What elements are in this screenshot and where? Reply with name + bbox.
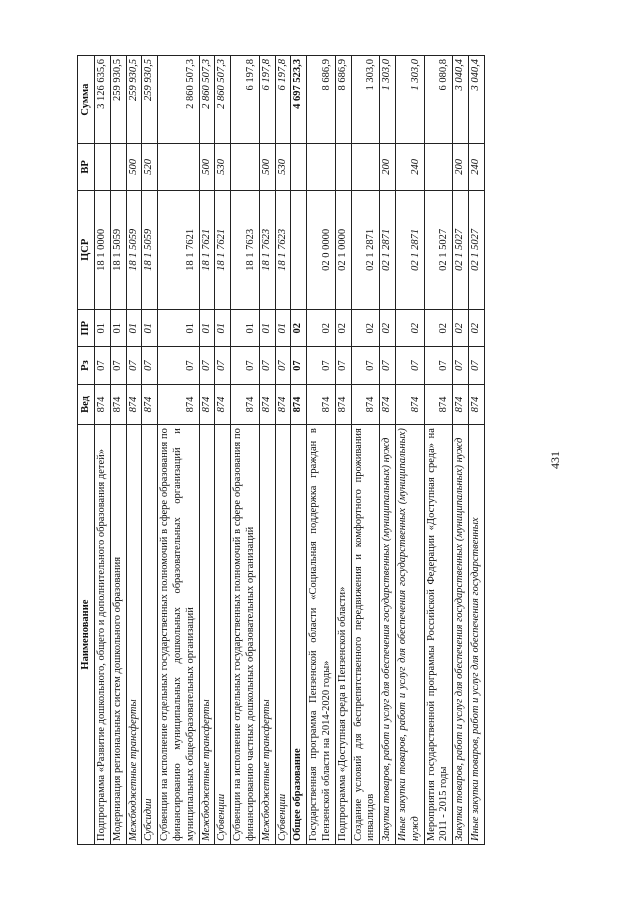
table-cell-name: Субвенции на исполнение отдельных государственных полномочий в сфере образования по финансированию частных дошкольных образовательных организаций <box>231 425 260 845</box>
table-row <box>199 56 215 845</box>
table-cell-pr: 02 <box>453 310 469 347</box>
table-cell-name: Межбюджетные трансферты <box>126 425 142 845</box>
table-cell-name: Создание условий для беспрепятственного передвижения и комфортного проживания инвалидов <box>351 425 380 845</box>
table-cell-pr: 01 <box>199 310 215 347</box>
table-cell-pr: 01 <box>110 310 126 347</box>
table-header-row <box>78 56 95 845</box>
header-name: Наименование <box>78 425 95 845</box>
table-cell-ved: 874 <box>453 384 469 424</box>
table-cell-vr: 500 <box>126 144 142 190</box>
table-cell-name: Модернизация региональных систем дошкольного образования <box>110 425 126 845</box>
table-cell-sum: 6 080,8 <box>424 56 453 144</box>
table-cell-name: Субвенции <box>215 425 231 845</box>
table-cell-sum: 3 040,4 <box>468 56 484 144</box>
table-cell-rz: 07 <box>142 347 158 384</box>
table-cell-pr: 01 <box>215 310 231 347</box>
table-cell-pr: 02 <box>424 310 453 347</box>
table-row <box>231 56 260 845</box>
table-cell-rz: 07 <box>468 347 484 384</box>
table-cell-pr: 01 <box>259 310 275 347</box>
table-cell-rz: 07 <box>110 347 126 384</box>
budget-table <box>77 55 485 845</box>
table-cell-sum: 259 930,5 <box>126 56 142 144</box>
table-cell-pr: 02 <box>380 310 396 347</box>
table-cell-rz: 07 <box>275 347 291 384</box>
table-cell-csr: 18 1 5059 <box>110 190 126 310</box>
table-cell-name: Закупка товаров, работ и услуг для обеспечения государственных (муниципальных) нужд <box>453 425 469 845</box>
table-cell-name: Субсидии <box>142 425 158 845</box>
table-cell-name: Субвенции <box>275 425 291 845</box>
table-row <box>142 56 158 845</box>
table-cell-sum: 3 040,4 <box>453 56 469 144</box>
table-cell-sum: 6 197,8 <box>275 56 291 144</box>
table-cell-name: Иные закупки товаров, работ и услуг для обеспечения государственных <box>468 425 484 845</box>
table-cell-sum: 1 303,0 <box>351 56 380 144</box>
table-cell-rz: 07 <box>199 347 215 384</box>
table-body <box>95 56 485 845</box>
table-cell-csr: 02 1 2871 <box>395 190 424 310</box>
table-cell-name: Подпрограмма «Развитие дошкольного, общего и дополнительного образования детей» <box>95 425 111 845</box>
table-cell-csr: 18 1 0000 <box>95 190 111 310</box>
table-cell-vr: 240 <box>468 144 484 190</box>
table-cell-ved: 874 <box>275 384 291 424</box>
table-cell-vr <box>335 144 351 190</box>
table-cell-sum: 8 686,9 <box>335 56 351 144</box>
table-cell-name: Иные закупки товаров, работ и услуг для обеспечения государственных (муниципальных) нужд <box>395 425 424 845</box>
table-cell-name: Межбюджетные трансферты <box>199 425 215 845</box>
table-cell-ved: 874 <box>380 384 396 424</box>
table-cell-name: Закупка товаров, работ и услуг для обеспечения государственных (муниципальных) нужд <box>380 425 396 845</box>
table-cell-sum: 6 197,8 <box>231 56 260 144</box>
table-cell-pr: 01 <box>126 310 142 347</box>
table-cell-name: Подпрограмма «Доступная среда в Пензенской области» <box>335 425 351 845</box>
table-row <box>291 56 307 845</box>
table-cell-rz: 07 <box>424 347 453 384</box>
table-cell-csr: 18 1 7621 <box>215 190 231 310</box>
table-cell-rz: 07 <box>291 347 307 384</box>
table-cell-pr: 01 <box>275 310 291 347</box>
table-cell-vr: 200 <box>380 144 396 190</box>
table-cell-csr: 18 1 7623 <box>275 190 291 310</box>
table-cell-pr: 02 <box>307 310 336 347</box>
table-cell-csr: 02 1 5027 <box>424 190 453 310</box>
table-cell-ved: 874 <box>468 384 484 424</box>
table-cell-csr: 02 1 2871 <box>380 190 396 310</box>
table-row <box>351 56 380 845</box>
table-cell-sum: 259 930,5 <box>110 56 126 144</box>
table-row <box>307 56 336 845</box>
table-cell-pr: 02 <box>291 310 307 347</box>
table-cell-csr: 02 0 0000 <box>307 190 336 310</box>
header-sum: Сумма <box>78 56 95 144</box>
table-cell-pr: 02 <box>468 310 484 347</box>
table-row <box>215 56 231 845</box>
table-row <box>95 56 111 845</box>
table-cell-vr <box>95 144 111 190</box>
table-cell-pr: 02 <box>351 310 380 347</box>
header-vr: ВР <box>78 144 95 190</box>
table-cell-vr: 500 <box>259 144 275 190</box>
table-row <box>424 56 453 845</box>
table-cell-csr <box>291 190 307 310</box>
table-cell-ved: 874 <box>291 384 307 424</box>
table-cell-ved: 874 <box>110 384 126 424</box>
table-row <box>453 56 469 845</box>
table-cell-ved: 874 <box>199 384 215 424</box>
table-cell-sum: 1 303,0 <box>380 56 396 144</box>
table-cell-ved: 874 <box>307 384 336 424</box>
table-row <box>110 56 126 845</box>
table-cell-ved: 874 <box>351 384 380 424</box>
table-cell-sum: 8 686,9 <box>307 56 336 144</box>
table-cell-vr <box>110 144 126 190</box>
table-cell-csr: 18 1 5059 <box>126 190 142 310</box>
table-cell-sum: 4 697 523,3 <box>291 56 307 144</box>
table-cell-sum: 2 860 507,3 <box>199 56 215 144</box>
table-cell-csr: 02 1 5027 <box>468 190 484 310</box>
table-cell-ved: 874 <box>142 384 158 424</box>
table-cell-rz: 07 <box>380 347 396 384</box>
table-cell-vr <box>231 144 260 190</box>
table-cell-rz: 07 <box>351 347 380 384</box>
table-cell-csr: 18 1 5059 <box>142 190 158 310</box>
table-cell-name: Общее образование <box>291 425 307 845</box>
header-pr: ПР <box>78 310 95 347</box>
header-ved: Вед <box>78 384 95 424</box>
table-cell-ved: 874 <box>424 384 453 424</box>
table-cell-sum: 2 860 507,3 <box>158 56 199 144</box>
table-cell-csr: 02 1 2871 <box>351 190 380 310</box>
table-row <box>335 56 351 845</box>
table-cell-vr: 530 <box>275 144 291 190</box>
table-cell-rz: 07 <box>395 347 424 384</box>
table-cell-ved: 874 <box>259 384 275 424</box>
table-cell-pr: 02 <box>395 310 424 347</box>
table-cell-pr: 01 <box>142 310 158 347</box>
table-cell-vr: 500 <box>199 144 215 190</box>
table-row <box>468 56 484 845</box>
table-cell-name: Межбюджетные трансферты <box>259 425 275 845</box>
table-cell-pr: 01 <box>231 310 260 347</box>
table-cell-name: Мероприятия государственной программы Российской Федерации «Доступная среда» на 2011 - 2015 годы <box>424 425 453 845</box>
header-csr: ЦСР <box>78 190 95 310</box>
table-cell-csr: 18 1 7623 <box>259 190 275 310</box>
table-cell-pr: 02 <box>335 310 351 347</box>
table-cell-ved: 874 <box>231 384 260 424</box>
table-cell-vr <box>351 144 380 190</box>
table-cell-csr: 02 1 5027 <box>453 190 469 310</box>
table-cell-csr: 18 1 7621 <box>158 190 199 310</box>
table-cell-vr <box>424 144 453 190</box>
table-cell-rz: 07 <box>215 347 231 384</box>
table-row <box>158 56 199 845</box>
table-cell-sum: 3 126 635,6 <box>95 56 111 144</box>
table-cell-ved: 874 <box>126 384 142 424</box>
table-cell-ved: 874 <box>95 384 111 424</box>
table-cell-csr: 18 1 7621 <box>199 190 215 310</box>
table-cell-rz: 07 <box>335 347 351 384</box>
page-number: 431 <box>548 451 562 469</box>
table-row <box>380 56 396 845</box>
table-row <box>126 56 142 845</box>
table-cell-vr: 200 <box>453 144 469 190</box>
table-cell-sum: 1 303,0 <box>395 56 424 144</box>
table-cell-rz: 07 <box>307 347 336 384</box>
table-cell-ved: 874 <box>215 384 231 424</box>
table-cell-rz: 07 <box>231 347 260 384</box>
table-cell-vr <box>307 144 336 190</box>
table-cell-name: Субвенции на исполнение отдельных государственных полномочий в сфере образования по финансированию муниципальных дошкольных образовательных организаций и муниципальных общеобразовательных организаций <box>158 425 199 845</box>
table-cell-ved: 874 <box>395 384 424 424</box>
table-row <box>275 56 291 845</box>
table-cell-rz: 07 <box>126 347 142 384</box>
table-cell-vr: 530 <box>215 144 231 190</box>
table-cell-rz: 07 <box>259 347 275 384</box>
table-cell-ved: 874 <box>158 384 199 424</box>
table-cell-csr: 02 1 0000 <box>335 190 351 310</box>
table-cell-vr: 240 <box>395 144 424 190</box>
table-cell-name: Государственная программа Пензенской области «Социальная поддержка граждан в Пензенской области на 2014-2020 годы» <box>307 425 336 845</box>
table-cell-vr <box>158 144 199 190</box>
table-cell-ved: 874 <box>335 384 351 424</box>
table-row <box>259 56 275 845</box>
table-cell-rz: 07 <box>95 347 111 384</box>
table-cell-rz: 07 <box>158 347 199 384</box>
table-row <box>395 56 424 845</box>
table-cell-vr: 520 <box>142 144 158 190</box>
table-cell-sum: 2 860 507,3 <box>215 56 231 144</box>
table-cell-rz: 07 <box>453 347 469 384</box>
table-cell-pr: 01 <box>158 310 199 347</box>
table-cell-sum: 6 197,8 <box>259 56 275 144</box>
table-cell-csr: 18 1 7623 <box>231 190 260 310</box>
header-rz: Рз <box>78 347 95 384</box>
table-cell-sum: 259 930,5 <box>142 56 158 144</box>
table-cell-vr <box>291 144 307 190</box>
table-cell-pr: 01 <box>95 310 111 347</box>
